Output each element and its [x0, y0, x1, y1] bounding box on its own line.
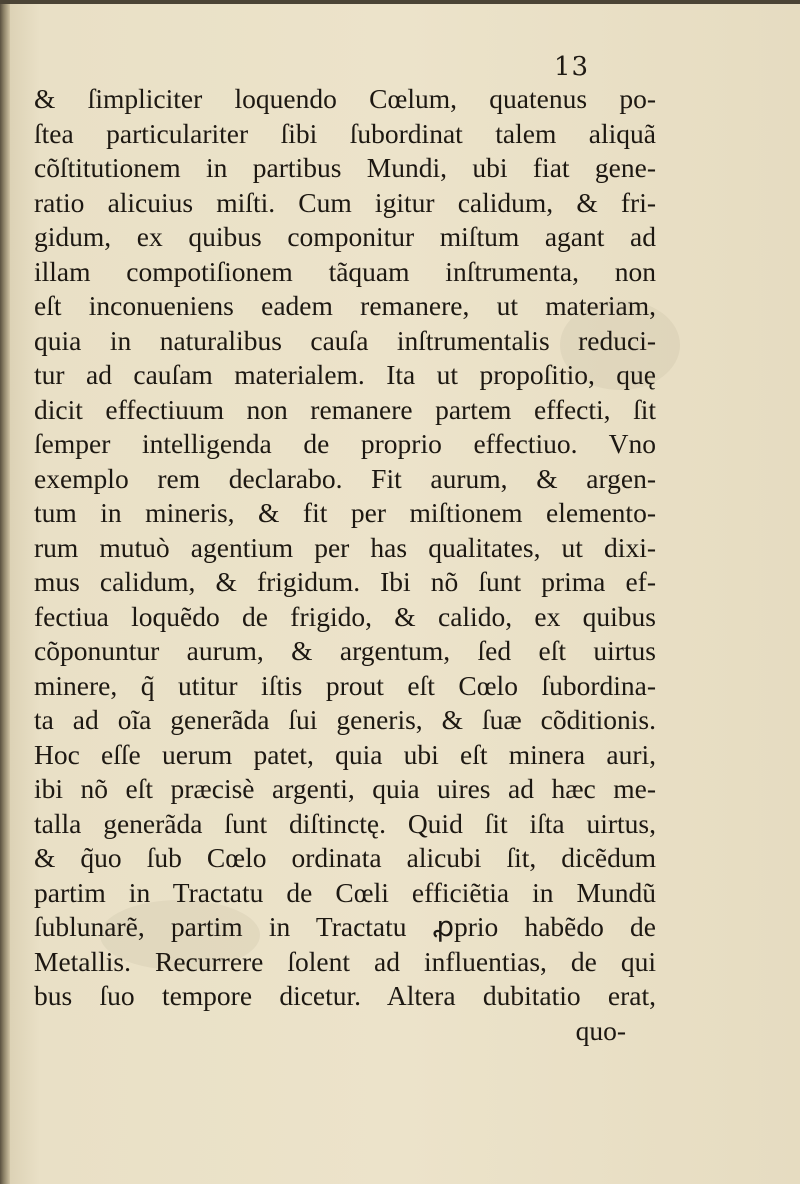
page-number: 13 [554, 52, 590, 82]
text-line: talla generãda ſunt diſtinctę. Quid ſit iſta uirtus, [34, 807, 656, 839]
text-line: tum in mineris, & fit per miſtionem elemento- [34, 497, 656, 528]
text-line: & q̃uo ſub Cœlo ordinata alicubi ſit, dicẽdum [34, 842, 656, 873]
text-line: tur ad cauſam materialem. Ita ut propoſitio, quę [34, 359, 656, 390]
text-line: ta ad oĩa generãda ſui generis, & ſuæ cõditionis. [34, 704, 656, 735]
text-line: cõponuntur aurum, & argentum, ſed eſt uirtus [34, 635, 656, 666]
text-line: minere, q̃ utitur iſtis prout eſt Cœlo ſubordina- [34, 669, 656, 701]
book-spine-shadow [0, 0, 10, 1184]
text-line: Metallis. Recurrere ſolent ad influentias, de qui [34, 945, 656, 977]
text-line: rum mutuò agentium per has qualitates, ut dixi- [34, 531, 656, 563]
catchword: quo- [575, 1014, 626, 1046]
text-line: ſublunarẽ, partim in Tractatu ꝓprio habẽdo de [34, 911, 656, 942]
text-line: illam compotiſionem tãquam inſtrumenta, non [34, 255, 656, 287]
text-line: mus calidum, & frigidum. Ibi nõ ſunt prima ef- [34, 566, 656, 597]
text-line: ratio alicuius miſti. Cum igitur calidum, & fri- [34, 186, 656, 218]
text-line: bus ſuo tempore dicetur. Altera dubitatio erat, [34, 980, 656, 1011]
text-line: partim in Tractatu de Cœli efficiẽtia in Mundũ [34, 876, 656, 908]
text-line: gidum, ex quibus componitur miſtum agant ad [34, 221, 656, 252]
body-text [34, 82, 656, 1048]
text-line: ſtea particulariter ſibi ſubordinat talem aliquã [34, 117, 656, 149]
text-line: ibi nõ eſt præcisè argenti, quia uires ad hæc me- [34, 773, 656, 804]
text-line: dicit effectiuum non remanere partem effecti, ſit [34, 393, 656, 425]
text-line: quia in naturalibus cauſa inſtrumentalis reduci- [34, 324, 656, 356]
text-line: exemplo rem declarabo. Fit aurum, & argen- [34, 462, 656, 494]
text-line: eſt inconueniens eadem remanere, ut materiam, [34, 290, 656, 321]
text-line: & ſimpliciter loquendo Cœlum, quatenus po- [34, 83, 656, 114]
text-line: ſemper intelligenda de proprio effectiuo. Vno [34, 428, 656, 459]
text-line: fectiua loquẽdo de frigido, & calido, ex quibus [34, 600, 656, 632]
text-line: Hoc eſſe uerum patet, quia ubi eſt minera auri, [34, 738, 656, 770]
text-line: cõſtitutionem in partibus Mundi, ubi fiat gene- [34, 152, 656, 183]
page-top-edge [0, 0, 800, 4]
